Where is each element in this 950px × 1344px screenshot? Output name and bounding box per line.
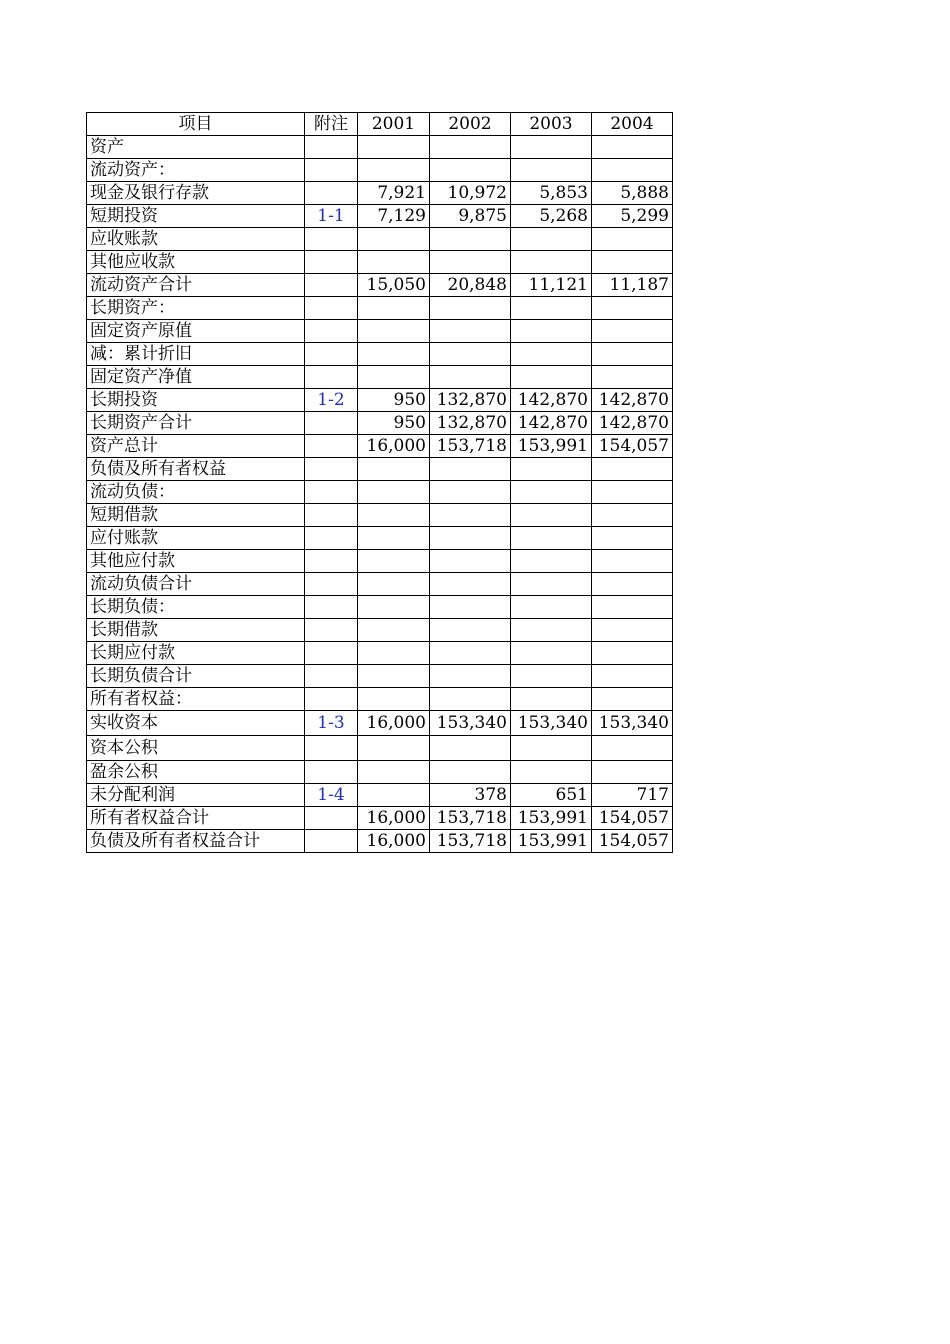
cell-2002: 378: [430, 784, 511, 807]
table-row: [87, 736, 673, 761]
cell-2003: 651: [511, 784, 592, 807]
cell-2003: 153,991: [511, 435, 592, 458]
table-row: [87, 830, 673, 853]
table-row: [87, 182, 673, 205]
cell-2002: [430, 504, 511, 527]
cell-note: [305, 297, 358, 320]
cell-2002: 9,875: [430, 205, 511, 228]
cell-item: 负债及所有者权益合计: [87, 830, 305, 853]
cell-2001: [358, 481, 430, 504]
cell-item: 长期负债：: [87, 596, 305, 619]
header-cell-note: 附注: [305, 113, 358, 136]
table-row: [87, 807, 673, 830]
cell-item: 减：累计折旧: [87, 343, 305, 366]
cell-2003: [511, 550, 592, 573]
table-row: [87, 665, 673, 688]
cell-2003: 5,268: [511, 205, 592, 228]
cell-2004: [592, 761, 673, 784]
table-row: [87, 596, 673, 619]
cell-2003: [511, 665, 592, 688]
cell-2004: [592, 228, 673, 251]
cell-2003: [511, 688, 592, 711]
cell-item: 长期应付款: [87, 642, 305, 665]
cell-2001: [358, 251, 430, 274]
table-row: [87, 320, 673, 343]
cell-2001: [358, 136, 430, 159]
cell-2002: 153,340: [430, 711, 511, 736]
cell-2001: 7,921: [358, 182, 430, 205]
cell-2001: 16,000: [358, 711, 430, 736]
cell-2001: [358, 573, 430, 596]
cell-note: [305, 182, 358, 205]
table-row: [87, 458, 673, 481]
cell-2001: [358, 159, 430, 182]
balance-sheet-table: [86, 112, 673, 853]
table-row: [87, 389, 673, 412]
cell-2003: [511, 297, 592, 320]
cell-2003: [511, 366, 592, 389]
cell-2001: [358, 642, 430, 665]
cell-item: 所有者权益合计: [87, 807, 305, 830]
cell-2001: 16,000: [358, 807, 430, 830]
table-row: [87, 343, 673, 366]
cell-2004: 5,299: [592, 205, 673, 228]
cell-item: 实收资本: [87, 711, 305, 736]
cell-2001: 15,050: [358, 274, 430, 297]
cell-2004: [592, 297, 673, 320]
cell-2003: [511, 736, 592, 761]
cell-2004: 154,057: [592, 435, 673, 458]
cell-2003: [511, 320, 592, 343]
cell-2001: [358, 343, 430, 366]
cell-2002: [430, 343, 511, 366]
cell-2001: [358, 550, 430, 573]
cell-item: 固定资产净值: [87, 366, 305, 389]
cell-2001: [358, 596, 430, 619]
cell-2002: 132,870: [430, 412, 511, 435]
cell-note: [305, 412, 358, 435]
cell-note: [305, 320, 358, 343]
cell-note: [305, 736, 358, 761]
cell-item: 盈余公积: [87, 761, 305, 784]
cell-item: 其他应付款: [87, 550, 305, 573]
cell-2003: [511, 159, 592, 182]
cell-note: [305, 619, 358, 642]
cell-item: 短期借款: [87, 504, 305, 527]
cell-2004: [592, 481, 673, 504]
cell-2004: 142,870: [592, 389, 673, 412]
cell-2002: [430, 366, 511, 389]
cell-2004: [592, 159, 673, 182]
cell-2002: [430, 688, 511, 711]
cell-2002: [430, 736, 511, 761]
cell-2001: 950: [358, 412, 430, 435]
cell-note: [305, 435, 358, 458]
table-row: [87, 619, 673, 642]
cell-2004: [592, 251, 673, 274]
cell-2004: [592, 320, 673, 343]
cell-2001: 7,129: [358, 205, 430, 228]
cell-note: [305, 274, 358, 297]
cell-2004: 5,888: [592, 182, 673, 205]
cell-2003: 11,121: [511, 274, 592, 297]
table-row: [87, 481, 673, 504]
cell-2002: [430, 550, 511, 573]
table-row: [87, 527, 673, 550]
table-row: [87, 205, 673, 228]
cell-note: [305, 228, 358, 251]
cell-2002: 132,870: [430, 389, 511, 412]
cell-2002: [430, 619, 511, 642]
cell-2001: [358, 366, 430, 389]
cell-2003: [511, 527, 592, 550]
cell-note: 1-3: [305, 711, 358, 736]
table-row: [87, 366, 673, 389]
cell-2002: 20,848: [430, 274, 511, 297]
cell-item: 资产: [87, 136, 305, 159]
cell-2004: [592, 343, 673, 366]
cell-note: [305, 458, 358, 481]
table-row: [87, 573, 673, 596]
cell-2002: [430, 527, 511, 550]
cell-2001: [358, 320, 430, 343]
cell-2004: [592, 688, 673, 711]
cell-2003: [511, 642, 592, 665]
cell-note: [305, 366, 358, 389]
cell-note: 1-1: [305, 205, 358, 228]
cell-2004: [592, 736, 673, 761]
cell-2001: 16,000: [358, 435, 430, 458]
cell-2004: [592, 550, 673, 573]
cell-2001: [358, 297, 430, 320]
cell-2004: 142,870: [592, 412, 673, 435]
header-cell-2001: 2001: [358, 113, 430, 136]
cell-note: [305, 688, 358, 711]
cell-2001: 950: [358, 389, 430, 412]
cell-2003: [511, 761, 592, 784]
cell-2004: 154,057: [592, 830, 673, 853]
cell-2002: 153,718: [430, 807, 511, 830]
cell-2004: [592, 366, 673, 389]
cell-note: [305, 550, 358, 573]
header-row: [87, 113, 673, 136]
cell-item: 资产总计: [87, 435, 305, 458]
cell-2004: [592, 527, 673, 550]
cell-2002: [430, 573, 511, 596]
cell-item: 流动负债合计: [87, 573, 305, 596]
cell-2001: [358, 761, 430, 784]
table-row: [87, 711, 673, 736]
cell-2002: [430, 481, 511, 504]
cell-2003: [511, 251, 592, 274]
cell-2003: [511, 619, 592, 642]
cell-2003: 142,870: [511, 412, 592, 435]
cell-2003: [511, 481, 592, 504]
cell-item: 现金及银行存款: [87, 182, 305, 205]
cell-2004: [592, 619, 673, 642]
cell-2002: [430, 297, 511, 320]
cell-2001: [358, 784, 430, 807]
cell-2002: [430, 761, 511, 784]
cell-2001: [358, 736, 430, 761]
cell-item: 短期投资: [87, 205, 305, 228]
cell-item: 流动资产合计: [87, 274, 305, 297]
cell-note: [305, 642, 358, 665]
cell-item: 长期资产合计: [87, 412, 305, 435]
cell-item: 应付账款: [87, 527, 305, 550]
cell-note: [305, 665, 358, 688]
cell-2002: [430, 642, 511, 665]
cell-2002: 10,972: [430, 182, 511, 205]
cell-item: 长期资产：: [87, 297, 305, 320]
table-row: [87, 251, 673, 274]
cell-2003: [511, 504, 592, 527]
cell-2002: [430, 596, 511, 619]
cell-2003: [511, 573, 592, 596]
cell-2003: [511, 458, 592, 481]
cell-2001: 16,000: [358, 830, 430, 853]
cell-2003: 153,991: [511, 807, 592, 830]
cell-2004: [592, 136, 673, 159]
cell-2003: [511, 343, 592, 366]
header-cell-item: 项目: [87, 113, 305, 136]
cell-note: 1-2: [305, 389, 358, 412]
cell-note: [305, 596, 358, 619]
table-row: [87, 761, 673, 784]
cell-2004: [592, 642, 673, 665]
cell-note: [305, 527, 358, 550]
cell-2002: 153,718: [430, 435, 511, 458]
cell-2002: [430, 228, 511, 251]
cell-item: 长期借款: [87, 619, 305, 642]
cell-2002: [430, 320, 511, 343]
cell-2003: 153,991: [511, 830, 592, 853]
header-cell-2003: 2003: [511, 113, 592, 136]
cell-item: 未分配利润: [87, 784, 305, 807]
cell-2001: [358, 228, 430, 251]
cell-2004: 154,057: [592, 807, 673, 830]
table-row: [87, 688, 673, 711]
table-row: [87, 228, 673, 251]
cell-item: 流动资产：: [87, 159, 305, 182]
cell-2003: [511, 228, 592, 251]
cell-2004: [592, 665, 673, 688]
cell-item: 长期负债合计: [87, 665, 305, 688]
cell-note: [305, 481, 358, 504]
cell-2004: [592, 504, 673, 527]
cell-2002: [430, 251, 511, 274]
cell-note: [305, 504, 358, 527]
cell-2004: 153,340: [592, 711, 673, 736]
cell-2002: [430, 136, 511, 159]
cell-item: 其他应收款: [87, 251, 305, 274]
table-row: [87, 504, 673, 527]
cell-note: [305, 761, 358, 784]
table-row: [87, 435, 673, 458]
cell-note: [305, 830, 358, 853]
cell-2004: [592, 573, 673, 596]
cell-item: 负债及所有者权益: [87, 458, 305, 481]
table-row: [87, 412, 673, 435]
cell-note: [305, 343, 358, 366]
cell-2003: 153,340: [511, 711, 592, 736]
cell-2001: [358, 458, 430, 481]
cell-item: 固定资产原值: [87, 320, 305, 343]
cell-2002: [430, 458, 511, 481]
cell-2001: [358, 527, 430, 550]
cell-note: [305, 159, 358, 182]
cell-2004: 717: [592, 784, 673, 807]
cell-2004: [592, 458, 673, 481]
table-row: [87, 136, 673, 159]
cell-2003: 142,870: [511, 389, 592, 412]
cell-2002: [430, 665, 511, 688]
cell-2004: 11,187: [592, 274, 673, 297]
table-row: [87, 550, 673, 573]
cell-2002: [430, 159, 511, 182]
cell-item: 应收账款: [87, 228, 305, 251]
cell-2003: [511, 596, 592, 619]
cell-note: [305, 136, 358, 159]
cell-2001: [358, 665, 430, 688]
cell-2003: 5,853: [511, 182, 592, 205]
cell-item: 资本公积: [87, 736, 305, 761]
cell-2001: [358, 619, 430, 642]
cell-item: 长期投资: [87, 389, 305, 412]
cell-note: 1-4: [305, 784, 358, 807]
table-row: [87, 642, 673, 665]
table-row: [87, 159, 673, 182]
cell-2003: [511, 136, 592, 159]
header-cell-2004: 2004: [592, 113, 673, 136]
header-cell-2002: 2002: [430, 113, 511, 136]
cell-2004: [592, 596, 673, 619]
cell-note: [305, 573, 358, 596]
cell-2002: 153,718: [430, 830, 511, 853]
cell-2001: [358, 688, 430, 711]
table-row: [87, 784, 673, 807]
cell-note: [305, 251, 358, 274]
cell-2001: [358, 504, 430, 527]
cell-item: 所有者权益：: [87, 688, 305, 711]
cell-note: [305, 807, 358, 830]
cell-item: 流动负债：: [87, 481, 305, 504]
table-row: [87, 297, 673, 320]
table-row: [87, 274, 673, 297]
